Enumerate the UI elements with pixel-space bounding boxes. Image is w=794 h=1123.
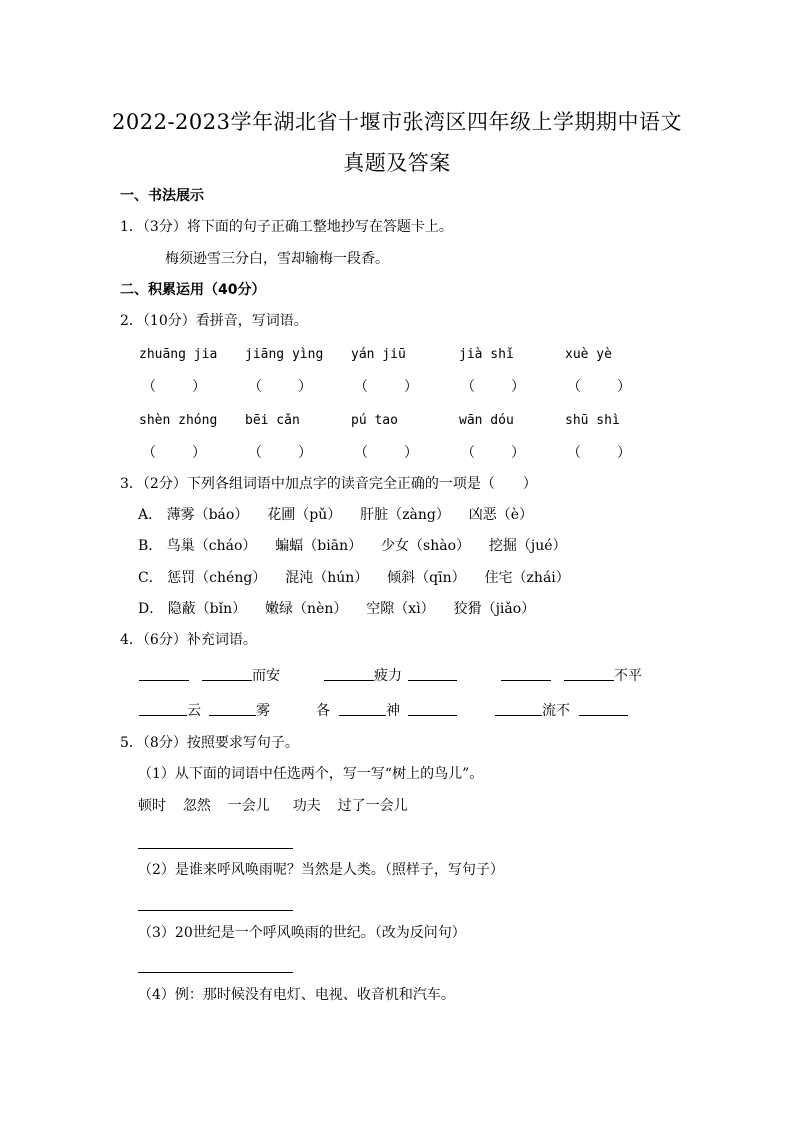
option-word: 肝脏（zàng） — [360, 507, 450, 523]
option-label: D． — [138, 601, 164, 617]
idiom-fragment: 不平 — [614, 668, 642, 684]
option-word: 薄雾（báo） — [166, 507, 249, 523]
option-word: 蝙蝠（biān） — [275, 538, 363, 554]
option-d[interactable] — [138, 601, 535, 617]
answer-line[interactable] — [138, 848, 293, 849]
question-5-prompt: 5．（8分）按照要求写句子。 — [120, 735, 299, 751]
fill-blank[interactable] — [209, 701, 256, 716]
idiom-fragment: 而安 — [252, 668, 280, 684]
section-heading-calligraphy: 一、书法展示 — [120, 188, 204, 204]
option-a[interactable] — [138, 507, 533, 523]
option-word: 嫩绿（nèn） — [265, 601, 348, 617]
option-label: A． — [138, 507, 163, 523]
answer-parentheses[interactable]: （ ） — [461, 445, 525, 461]
option-word: 凶恶（è） — [468, 507, 534, 523]
section-heading-accumulation: 二、积累运用（40分） — [120, 282, 266, 298]
answer-parentheses[interactable]: （ ） — [354, 445, 418, 461]
option-label: B． — [138, 538, 163, 554]
fill-blank[interactable] — [495, 701, 542, 716]
answer-parentheses[interactable]: （ ） — [142, 445, 206, 461]
answer-parentheses[interactable]: （ ） — [567, 445, 631, 461]
option-word: 鸟巢（cháo） — [166, 538, 257, 554]
option-word: 隐蔽（bǐn） — [167, 601, 247, 617]
question-5-sub4: （4）例：那时候没有电灯、电视、收音机和汽车。 — [138, 987, 455, 1003]
option-word: 住宅（zhái） — [484, 570, 570, 586]
idiom-fragment: 疲力 — [374, 668, 402, 684]
answer-parentheses[interactable]: （ ） — [567, 379, 631, 395]
pinyin-item: shèn zhóng — [139, 413, 218, 428]
pinyin-item: shū shì — [565, 413, 620, 428]
option-word: 狡猾（jiǎo） — [453, 601, 536, 617]
question-1-prompt: 1．（3分）将下面的句子正确工整地抄写在答题卡上。 — [120, 219, 453, 235]
word-option: 功夫 — [292, 798, 321, 814]
pinyin-item: jià shǐ — [459, 347, 514, 362]
word-option: 顿时 — [138, 798, 166, 814]
option-b[interactable] — [138, 538, 567, 554]
option-word: 倾斜（qīn） — [387, 570, 466, 586]
option-word: 少女（shào） — [381, 538, 470, 554]
answer-parentheses[interactable]: （ ） — [248, 445, 312, 461]
document-title-line2: 真题及答案 — [343, 151, 451, 175]
fill-blank[interactable] — [564, 666, 614, 681]
word-option: 过了一会儿 — [337, 798, 408, 814]
idiom-fragment: 流不 — [542, 703, 570, 719]
question-5-sub2: （2）是谁来呼风唤雨呢？当然是人类。（照样子，写句子） — [138, 862, 504, 878]
word-option: 忽然 — [182, 798, 211, 814]
question-5-sub1: （1）从下面的词语中任选两个，写一写“树上的鸟儿”。 — [138, 766, 484, 782]
question-5-word-list — [138, 798, 408, 814]
idiom-fragment: 云 — [187, 703, 201, 719]
question-1-sentence: 梅须逊雪三分白，雪却输梅一段香。 — [165, 251, 389, 267]
option-word: 挖掘（jué） — [488, 538, 567, 554]
idiom-fragment: 各 — [316, 703, 330, 719]
fill-blank[interactable] — [139, 701, 187, 716]
idiom-fragment: 雾 — [256, 703, 270, 719]
idiom-fragment: 神 — [386, 703, 400, 719]
answer-parentheses[interactable]: （ ） — [248, 379, 312, 395]
fill-blank[interactable] — [139, 666, 189, 681]
fill-blank[interactable] — [408, 666, 457, 681]
pinyin-item: pú tao — [351, 413, 398, 428]
option-word: 惩罚（chéng） — [167, 570, 267, 586]
pinyin-item: xuè yè — [565, 347, 612, 362]
pinyin-item: yán jiū — [351, 347, 406, 362]
fill-blank[interactable] — [579, 701, 628, 716]
fill-blank[interactable] — [324, 666, 374, 681]
answer-parentheses[interactable]: （ ） — [354, 379, 418, 395]
pinyin-item: bēi cǎn — [245, 413, 300, 428]
pinyin-item: jiāng yìng — [245, 347, 324, 362]
fill-blank[interactable] — [501, 666, 551, 681]
option-label: C． — [138, 570, 163, 586]
fill-blank[interactable] — [408, 701, 457, 716]
option-word: 花圃（pǔ） — [267, 507, 342, 523]
question-4-prompt: 4．（6分）补充词语。 — [120, 632, 257, 648]
word-option: 一会儿 — [227, 798, 270, 814]
answer-parentheses[interactable]: （ ） — [142, 379, 206, 395]
answer-parentheses[interactable]: （ ） — [461, 379, 525, 395]
document-title-line1: 2022-2023学年湖北省十堰市张湾区四年级上学期期中语文 — [112, 110, 682, 134]
question-2-prompt: 2．（10分）看拼音，写词语。 — [120, 313, 308, 329]
option-c[interactable] — [138, 570, 570, 586]
answer-line[interactable] — [138, 910, 293, 911]
pinyin-item: wān dóu — [459, 413, 514, 428]
question-3-prompt: 3．（2分）下列各组词语中加点字的读音完全正确的一项是（ ） — [120, 476, 537, 492]
answer-line[interactable] — [138, 972, 293, 973]
option-word: 混沌（hún） — [285, 570, 369, 586]
fill-blank[interactable] — [339, 701, 386, 716]
pinyin-item: zhuāng jia — [139, 347, 218, 362]
question-5-sub3: （3）20世纪是一个呼风唤雨的世纪。（改为反问句） — [138, 925, 466, 941]
option-word: 空隙（xì） — [366, 601, 435, 617]
fill-blank[interactable] — [202, 666, 252, 681]
